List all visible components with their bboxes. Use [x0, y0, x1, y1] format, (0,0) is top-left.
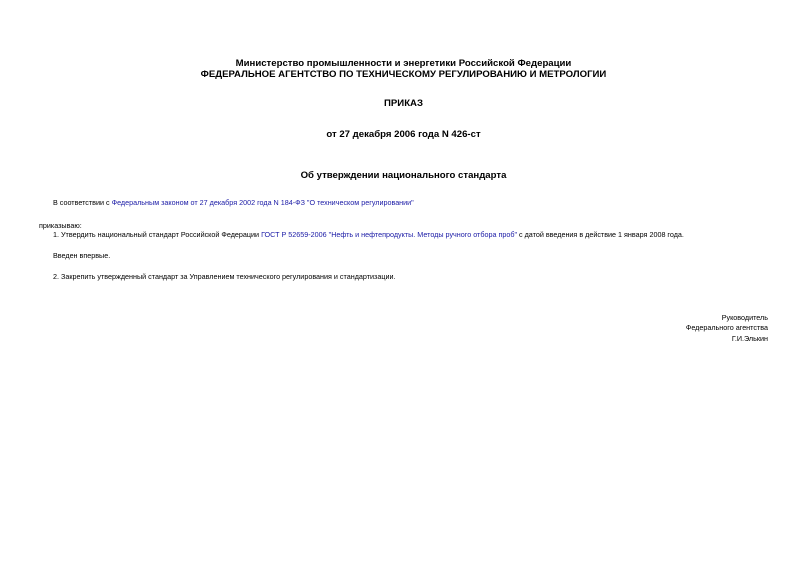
paragraph-first-introduced: Введен впервые.	[53, 251, 111, 260]
item-1-suffix: с датой введения в действие 1 января 2008 года.	[517, 230, 684, 239]
order-date: от 27 декабря 2006 года N 426-ст	[326, 129, 481, 140]
agency-name: ФЕДЕРАЛЬНОЕ АГЕНТСТВО ПО ТЕХНИЧЕСКОМУ РЕГУЛИРОВАНИЮ И МЕТРОЛОГИИ	[200, 69, 607, 80]
signature-organization: Федерального агентства	[685, 323, 768, 332]
ministry-name: Министерство промышленности и энергетики Российской Федерации	[235, 58, 572, 69]
paragraph-order-word: приказываю:	[39, 221, 82, 230]
gost-standard-link[interactable]: ГОСТ Р 52659-2006 "Нефть и нефтепродукты. Методы ручного отбора проб"	[261, 230, 518, 239]
order-subject: Об утверждении национального стандарта	[300, 170, 507, 181]
paragraph-item-1	[53, 230, 684, 239]
signature-name: Г.И.Элькин	[731, 334, 768, 343]
federal-law-link[interactable]: Федеральным законом от 27 декабря 2002 года N 184-ФЗ "О техническом регулировании"	[111, 198, 414, 207]
paragraph-item-2: 2. Закрепить утвержденный стандарт за Управлением технического регулирования и стандартизации.	[53, 272, 396, 281]
paragraph-basis	[53, 198, 414, 207]
item-1-prefix: 1. Утвердить национальный стандарт Российской Федерации	[53, 230, 262, 239]
order-title: ПРИКАЗ	[384, 98, 423, 109]
signature-position: Руководитель	[721, 313, 768, 322]
paragraph-basis-prefix: В соответствии с	[53, 198, 112, 207]
